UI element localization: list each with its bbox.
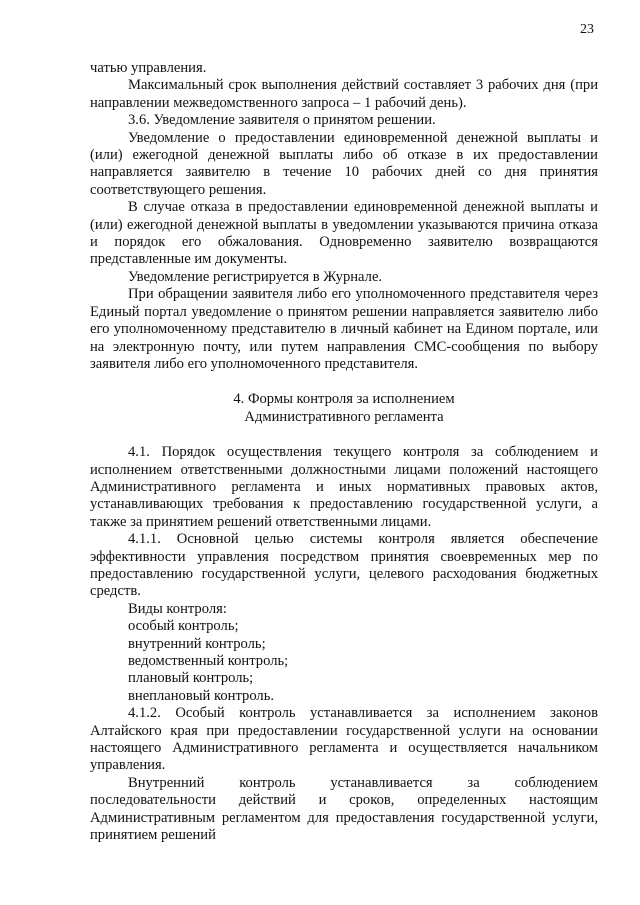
list-item: ведомственный контроль; [128,653,289,669]
page-number: 23 [580,22,594,37]
paragraph: 4.1.1. Основной целью системы контроля является обеспечение эффективности управления посредством принятия своевременных мер по предоставлению государственной услуги, целевого расходования бюджетных средств. [90,531,598,600]
paragraph: 4.1. Порядок осуществления текущего контроля за соблюдением и исполнением ответственными должностными лицами положений настоящего Административного регламента и иных нормативных правовых актов, устанавливающих требования к предоставлению государственной услуги, а также за принятием решений ответственными лицами. [90,444,598,530]
list-item: плановый контроль; [128,670,254,687]
paragraph: При обращении заявителя либо его уполномоченного представителя через Единый портал уведомление о принятом решении направляется заявителю либо его уполномоченному представителю в личный кабинет на Едином портале, или на электронную почту, или путем направления СМС-сообщения по выбору заявителя либо его уполномоченного представителя. [90,286,598,372]
list-item: особый контроль; [128,618,239,635]
paragraph: Уведомление о предоставлении единовременной денежной выплаты и (или) ежегодной денежной выплаты либо об отказе в их предоставлении направляется заявителю в течение 10 рабочих дней со дня принятия соответствующего решения. [90,129,598,198]
list-item: внеплановый контроль. [128,687,275,704]
document-body [90,60,598,844]
paragraph: 3.6. Уведомление заявителя о принятом решении. [128,112,436,129]
section-title-line: Административного регламента [244,408,444,425]
paragraph: Внутренний контроль устанавливается за соблюдением последовательности действий и сроков, определенных настоящим Административным регламентом для предоставления государственной услуги, принятием решений [90,774,598,844]
paragraph: 4.1.2. Особый контроль устанавливается за исполнением законов Алтайского края при предоставлении государственной услуги на основании настоящего Административного регламента и осуществляется начальником управления. [90,705,598,774]
control-types-heading: Виды контроля: [128,600,227,617]
paragraph: В случае отказа в предоставлении единовременной денежной выплаты и (или) ежегодной денежной выплаты в уведомлении указываются причина отказа и порядок его обжалования. Одновременно заявителю возвращаются представленные им документы. [90,199,598,268]
paragraph: чатью управления. [90,60,207,76]
paragraph: Уведомление регистрируется в Журнале. [128,268,383,285]
paragraph: Максимальный срок выполнения действий составляет 3 рабочих дня (при направлении межведомственного запроса – 1 рабочий день). [90,77,598,111]
list-item: внутренний контроль; [128,635,266,652]
section-title [90,391,598,426]
section-title-line: 4. Формы контроля за исполнением [233,391,455,408]
